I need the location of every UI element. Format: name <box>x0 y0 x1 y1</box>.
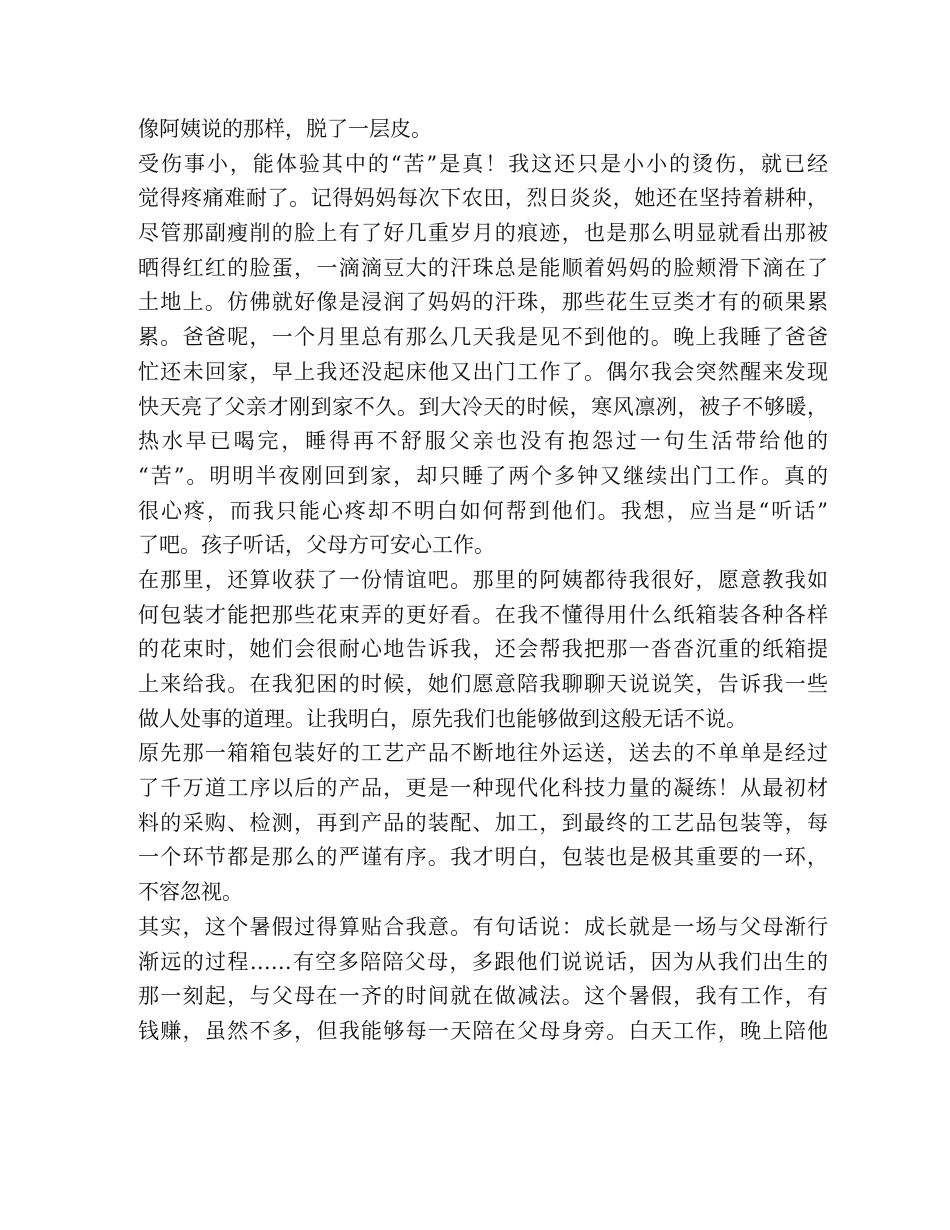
text-line-26: 那一刻起，与父母在一齐的时间就在做减法。这个暑假，我有工作，有 <box>138 984 828 1009</box>
text-line-9: 快天亮了父亲才刚到家不久。到大冷天的时候，寒风凛冽，被子不够暖， <box>138 394 828 419</box>
text-line-18: 做人处事的道理。让我明白，原先我们也能够做到这般无话不说。 <box>138 706 747 731</box>
text-line-22: 一个环节都是那么的严谨有序。我才明白，包装也是极其重要的一环， <box>138 845 828 870</box>
text-line-25: 渐远的过程……有空多陪陪父母，多跟他们说说话，因为从我们出生的 <box>138 949 828 974</box>
text-line-11: “苦”。明明半夜刚回到家，却只睡了两个多钟又继续出门工作。真的 <box>138 463 828 488</box>
text-line-12: 很心疼，而我只能心疼却不明白如何帮到他们。我想，应当是“听话” <box>138 498 828 523</box>
text-line-1: 像阿姨说的那样，脱了一层皮。 <box>138 117 432 141</box>
text-line-8: 忙还未回家，早上我还没起床他又出门工作了。偶尔我会突然醒来发现 <box>138 359 828 384</box>
text-line-24: 其实，这个暑假过得算贴合我意。有句话说：成长就是一场与父母渐行 <box>138 914 828 939</box>
text-line-13: 了吧。孩子听话，父母方可安心工作。 <box>138 533 495 558</box>
text-line-7: 累。爸爸呢，一个月里总有那么几天我是见不到他的。晚上我睡了爸爸 <box>138 325 828 350</box>
text-line-16: 的花束时，她们会很耐心地告诉我，还会帮我把那一沓沓沉重的纸箱提 <box>138 637 828 662</box>
text-line-19: 原先那一箱箱包装好的工艺产品不断地往外运送，送去的不单单是经过 <box>138 741 828 766</box>
text-line-6: 土地上。仿佛就好像是浸润了妈妈的汗珠，那些花生豆类才有的硕果累 <box>138 290 828 315</box>
text-line-14: 在那里，还算收获了一份情谊吧。那里的阿姨都待我很好，愿意教我如 <box>138 567 828 592</box>
text-line-27: 钱赚，虽然不多，但我能够每一天陪在父母身旁。白天工作，晚上陪他 <box>138 1018 828 1043</box>
text-line-4: 尽管那副瘦削的脸上有了好几重岁月的痕迹，也是那么明显就看出那被 <box>138 221 828 246</box>
text-line-3: 觉得疼痛难耐了。记得妈妈每次下农田，烈日炎炎，她还在坚持着耕种， <box>138 186 828 211</box>
text-line-23: 不容忽视。 <box>138 880 243 905</box>
text-line-10: 热水早已喝完，睡得再不舒服父亲也没有抱怨过一句生活带给他的 <box>138 429 828 454</box>
text-line-20: 了千万道工序以后的产品，更是一种现代化科技力量的凝练！从最初材 <box>138 776 828 801</box>
body-text <box>138 112 828 1049</box>
text-line-5: 晒得红红的脸蛋，一滴滴豆大的汗珠总是能顺着妈妈的脸颊滑下滴在了 <box>138 255 828 280</box>
text-line-21: 料的采购、检测，再到产品的装配、加工，到最终的工艺品包装等，每 <box>138 810 828 835</box>
text-line-15: 何包装才能把那些花束弄的更好看。在我不懂得用什么纸箱装各种各样 <box>138 602 828 627</box>
text-line-17: 上来给我。在我犯困的时候，她们愿意陪我聊聊天说说笑，告诉我一些 <box>138 672 828 696</box>
text-line-2: 受伤事小，能体验其中的“苦”是真！我这还只是小小的烫伤，就已经 <box>138 151 828 176</box>
